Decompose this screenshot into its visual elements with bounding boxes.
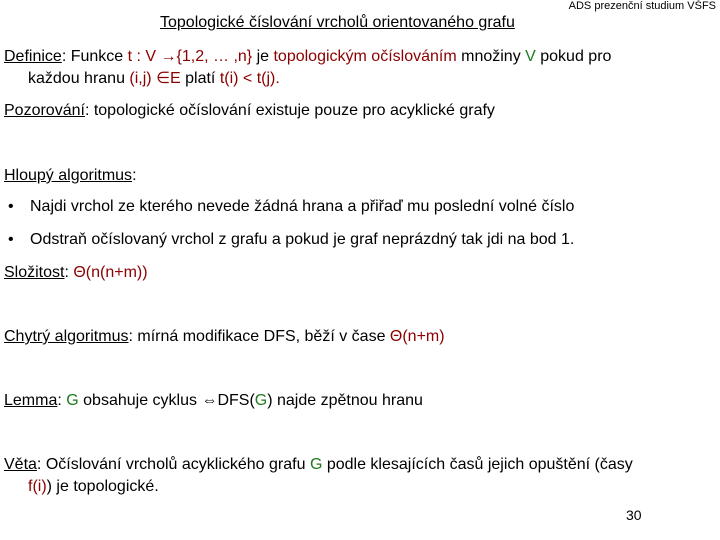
definition-term: topologickým očíslováním (273, 48, 457, 65)
definition-edge: (i,j) ∈E (129, 70, 181, 87)
definition-set-v: V (525, 48, 536, 65)
lemma-line (4, 390, 423, 412)
smart-algo-line (4, 326, 445, 348)
bullet-item-1: Najdi vrchol ze kterého nevede žádná hrana a přiřaď mu poslední volné číslo (30, 198, 575, 215)
theorem-text-2: podle klesajících časů jejich opuštění (časy (322, 456, 633, 473)
bullet-marker: • (8, 231, 14, 248)
complexity-label: Složitost (4, 264, 65, 281)
bullet-item-2: Odstraň očíslovaný vrchol z grafu a pokud je graf neprázdný tak jdi na bod 1. (30, 231, 575, 248)
theorem-label: Věta (4, 456, 37, 473)
theorem-text-1: : Očíslování vrcholů acyklického grafu (36, 456, 310, 473)
lemma-graph-g: G (66, 392, 79, 409)
theorem-text-3: ) je topologické. (46, 478, 159, 495)
dumb-algo-heading (4, 165, 137, 187)
lemma-text-2: DFS( (217, 392, 255, 409)
lemma-text-3: ) najde zpětnou hranu (267, 392, 423, 409)
theorem-fi: f(i) (28, 478, 47, 495)
definition-function: t : V →{1,2, … ,n} (127, 48, 253, 65)
lemma-colon: : (57, 392, 67, 409)
definition-text-2: je (252, 48, 274, 65)
observation-label: Pozorování (4, 102, 85, 119)
lemma-equivalence-arrow: ⇔ (201, 392, 218, 409)
lemma-text-1: obsahuje cyklus (78, 392, 202, 409)
slide-title: Topologické číslování vrcholů orientovaného grafu (160, 14, 515, 31)
theorem-block (4, 454, 633, 498)
definition-line-2 (4, 68, 611, 90)
definition-label: Definice (4, 48, 62, 65)
definition-text-4: pokud pro (535, 48, 612, 65)
observation-line (4, 100, 495, 122)
page-number: 30 (626, 507, 642, 523)
lemma-label: Lemma (4, 392, 58, 409)
bullet-marker: • (8, 198, 14, 215)
lemma-graph-g-2: G (254, 392, 268, 409)
smart-algo-text: : mírná modifikace DFS, běží v čase (128, 328, 390, 345)
definition-text-1: Funkce (66, 48, 128, 65)
definition-text-6: platí (180, 70, 220, 87)
observation-text: : topologické očíslování existuje pouze pro acyklické grafy (84, 102, 495, 119)
definition-colon: : (61, 48, 67, 65)
theorem-graph-g: G (309, 456, 323, 473)
definition-text-3: množiny (456, 48, 526, 65)
definition-text-5: každou hranu (28, 70, 130, 87)
smart-algo-value: Θ(n+m) (389, 328, 445, 345)
complexity-line (4, 262, 148, 284)
theorem-line-1 (4, 454, 633, 476)
complexity-colon: : (64, 264, 74, 281)
complexity-value: Θ(n(n+m)) (73, 264, 148, 281)
theorem-line-2 (4, 476, 633, 498)
smart-algo-label: Chytrý algoritmus (4, 328, 129, 345)
definition-line-1 (4, 46, 611, 68)
dumb-algo-label: Hloupý algoritmus (4, 167, 133, 184)
definition-block (4, 46, 611, 90)
definition-condition: t(i) < t(j). (219, 70, 280, 87)
dumb-algo-colon: : (132, 167, 137, 184)
header-note: ADS prezenční studium VŠFS (568, 0, 716, 12)
